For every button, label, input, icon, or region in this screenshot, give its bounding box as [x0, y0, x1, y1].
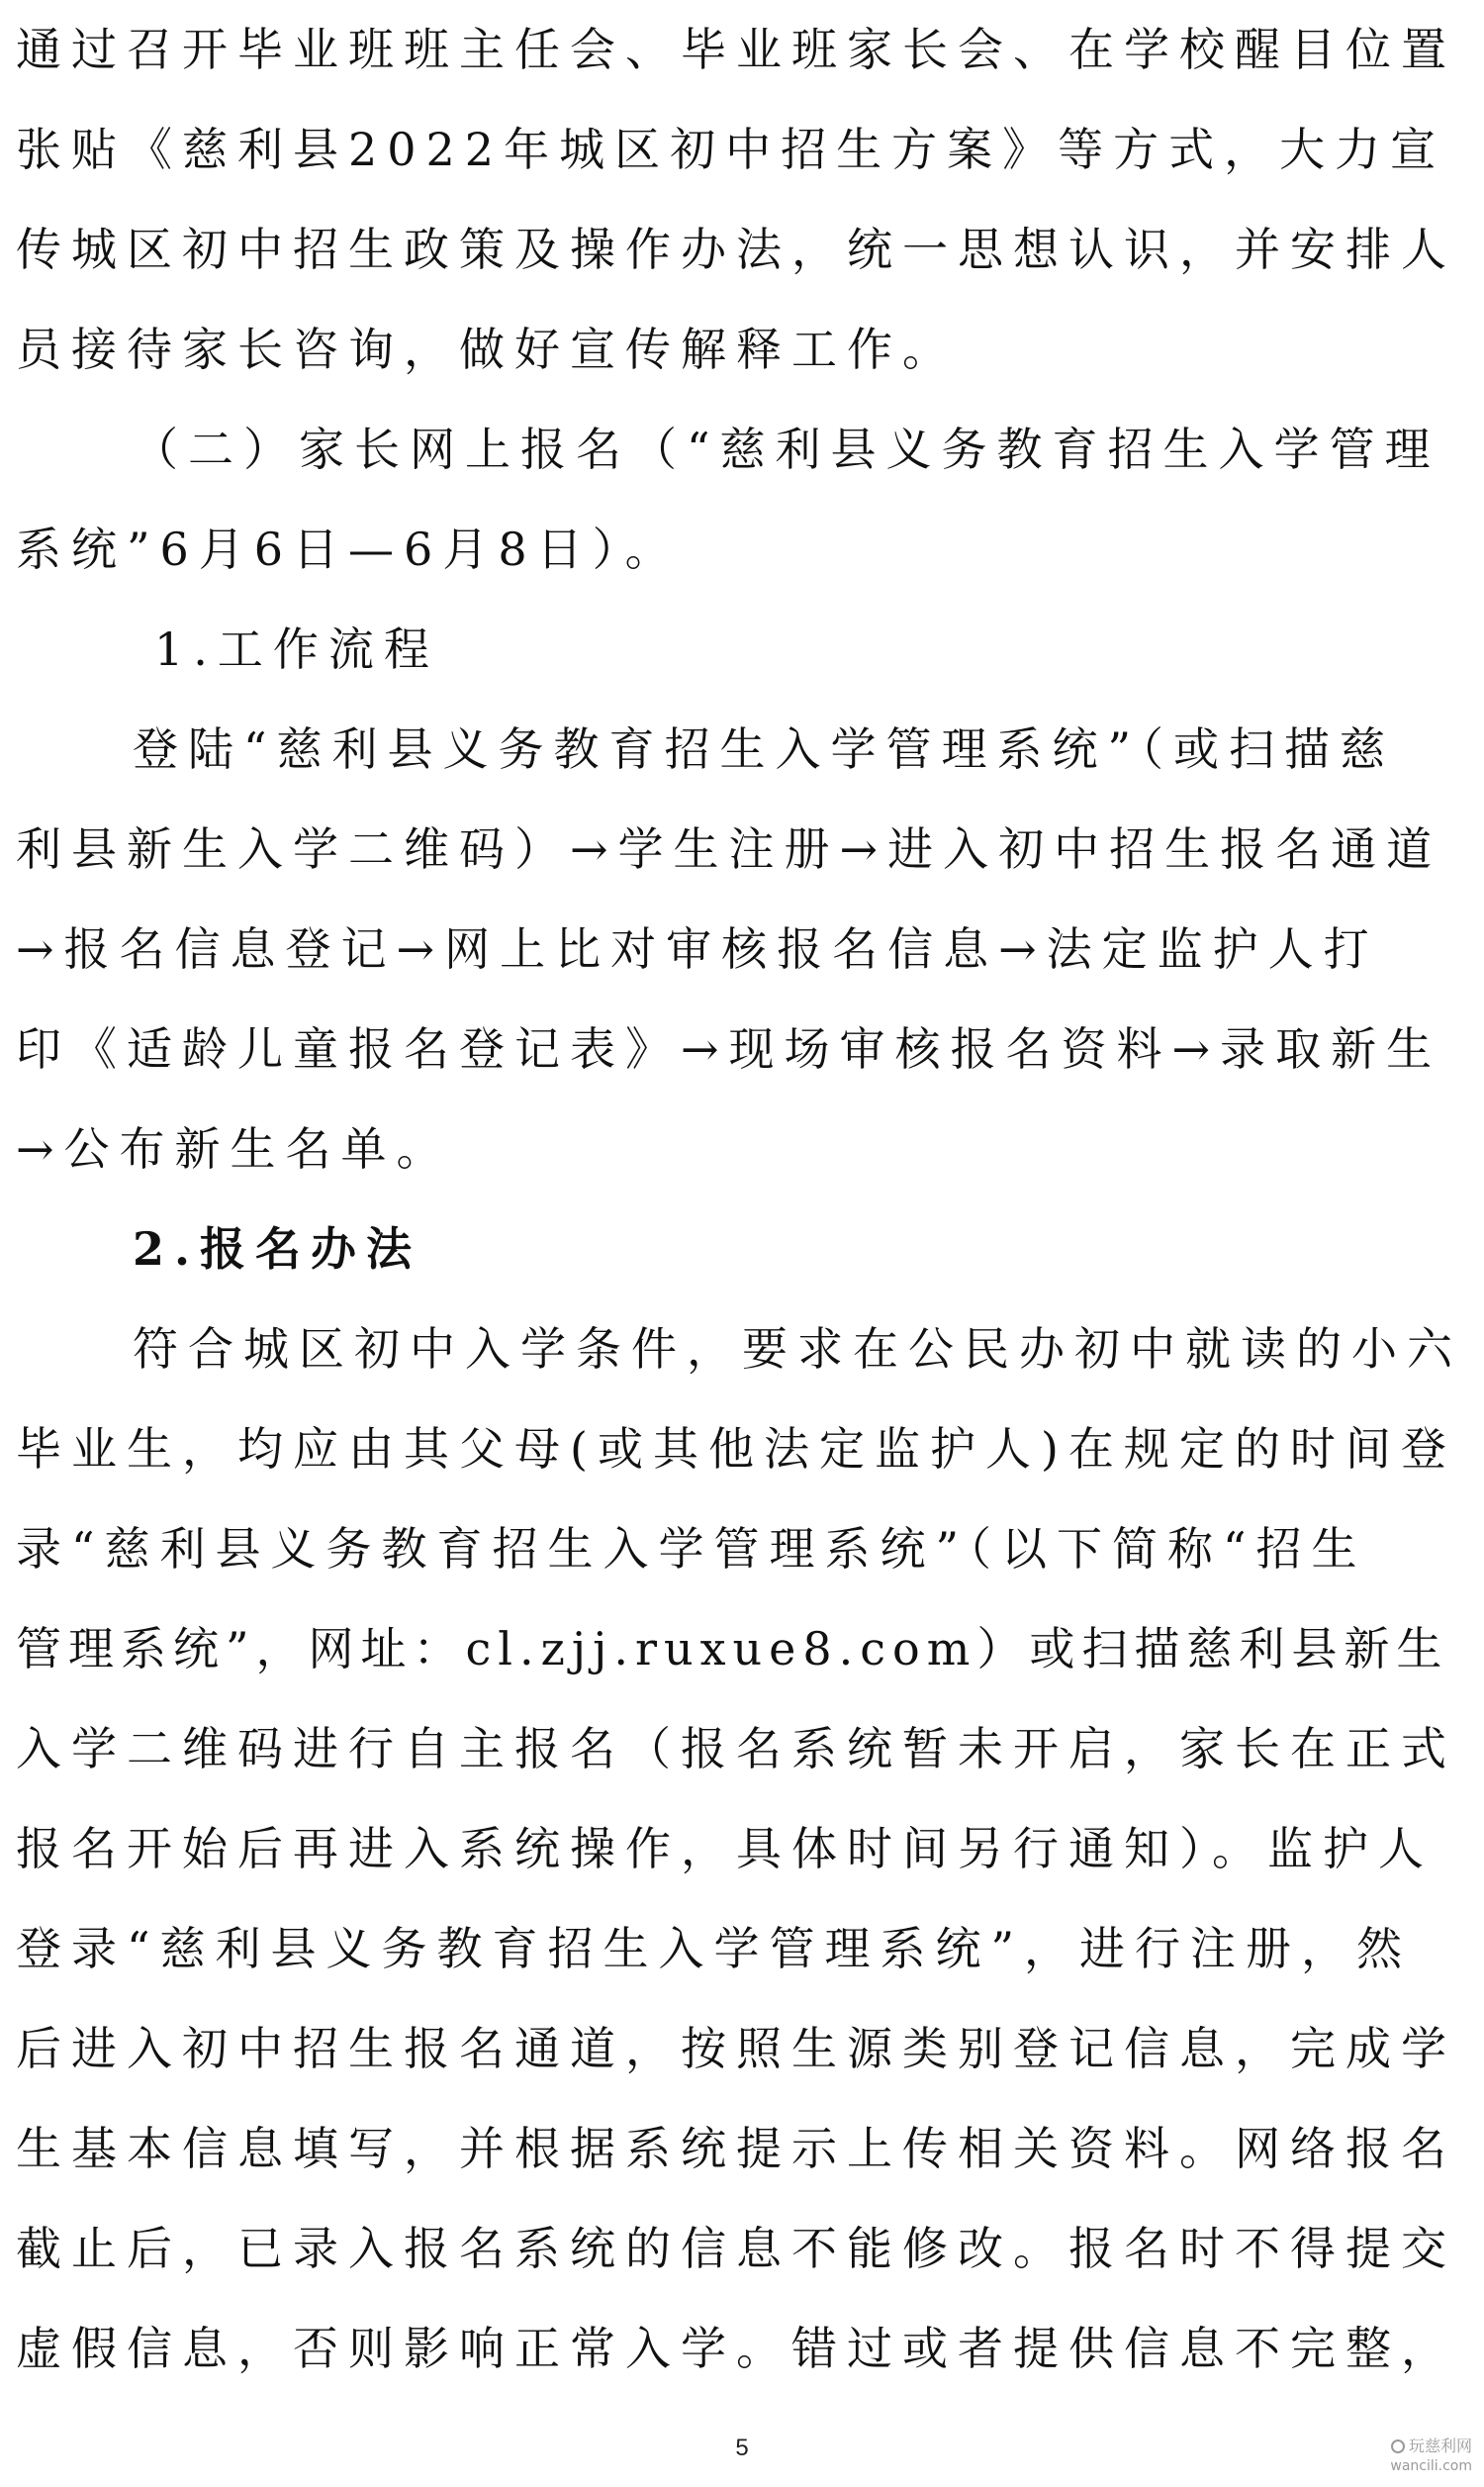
- text-line: 截止后，已录入报名系统的信息不能修改。报名时不得提交: [16, 2222, 1456, 2275]
- text-line: 入学二维码进行自主报名（报名系统暂未开启，家长在正式: [16, 1722, 1456, 1775]
- text-line: 传城区初中招生政策及操作办法，统一思想认识，并安排人: [16, 223, 1456, 276]
- text-line: 符合城区初中入学条件，要求在公民办初中就读的小六: [133, 1322, 1462, 1376]
- text-line: →公布新生名单。: [16, 1122, 452, 1176]
- watermark-top: [1390, 2437, 1472, 2456]
- text-line: 后进入初中招生报名通道，按照生源类别登记信息，完成学: [16, 2022, 1456, 2075]
- text-line: 利县新生入学二维码）→学生注册→进入初中招生报名通道: [16, 822, 1442, 876]
- section-heading: （二）家长网上报名（“慈利县义务教育招生入学管理: [133, 423, 1440, 476]
- text-line: 录“慈利县义务教育招生入学管理系统”（以下简称“招生: [16, 1522, 1367, 1576]
- watermark-title: 玩慈利网: [1408, 2437, 1472, 2455]
- watermark-domain: wancili.com: [1390, 2458, 1472, 2474]
- subheading-workflow: 1.工作流程: [154, 622, 439, 676]
- text-line: 系统”6月6日—6月8日）。: [16, 523, 681, 576]
- subheading-registration: 2.报名办法: [133, 1222, 422, 1276]
- watermark-logo-icon: [1391, 2439, 1405, 2453]
- text-line: →报名信息登记→网上比对审核报名信息→法定监护人打: [16, 922, 1379, 976]
- text-line: 员接待家长咨询，做好宣传解释工作。: [16, 323, 958, 376]
- text-line: 登录“慈利县义务教育招生入学管理系统”，进行注册，然: [16, 1922, 1413, 1975]
- document-body: [16, 0, 1468, 2399]
- text-line: 管理系统”，网址：cl.zjj.ruxue8.com）或扫描慈利县新生: [16, 1622, 1449, 1675]
- page-number: 5: [735, 2435, 749, 2461]
- text-line: 通过召开毕业班班主任会、毕业班家长会、在学校醒目位置: [16, 23, 1456, 76]
- text-line: 印《适龄儿童报名登记表》→现场审核报名资料→录取新生: [16, 1022, 1442, 1076]
- text-line: 登陆“慈利县义务教育招生入学管理系统”（或扫描慈: [133, 722, 1396, 776]
- site-watermark: [1390, 2437, 1472, 2476]
- text-line: 张贴《慈利县2022年城区初中招生方案》等方式，大力宣: [16, 123, 1446, 176]
- text-line: 生基本信息填写，并根据系统提示上传相关资料。网络报名: [16, 2122, 1456, 2175]
- text-line: 毕业生，均应由其父母(或其他法定监护人)在规定的时间登: [16, 1422, 1456, 1476]
- text-line: 虚假信息，否则影响正常入学。错过或者提供信息不完整，: [16, 2322, 1456, 2375]
- text-line: 报名开始后再进入系统操作，具体时间另行通知）。监护人: [16, 1822, 1434, 1875]
